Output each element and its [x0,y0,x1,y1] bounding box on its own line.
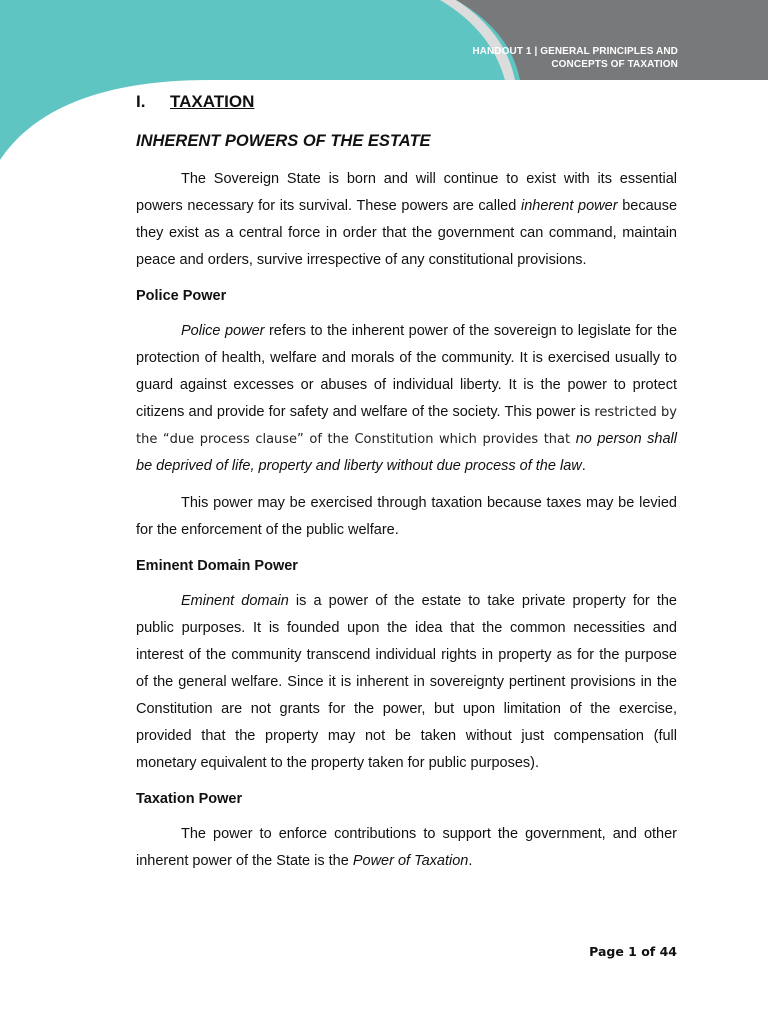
section-title: TAXATION [170,92,255,111]
intro-text-b: because they exist as a central force in order that the government can command, maintain peace and orders, survive irrespective of any constitutional provisions. [136,198,678,268]
intro-paragraph [136,166,677,274]
page-number: Page 1 of 44 [589,944,677,959]
handout-label-line2: CONCEPTS OF TAXATION [551,59,678,70]
taxation-end: . [468,853,473,869]
taxation-power-heading: Taxation Power [136,791,243,807]
handout-label-line1: HANDOUT 1 | GENERAL PRINCIPLES AND [472,46,678,57]
taxation-power-paragraph [136,821,677,875]
police-text: refers to the inherent power of the sovereign to legislate for the protection of health, welfare and morals of the community. It is exercised usually to guard against excesses or abuses of individual liberty. It is the power to protect citizens and provide for safety and welfare of the society. This power is [136,323,678,420]
due-process-quote: no person shall be deprived of life, property and liberty without due process of the law [136,431,677,474]
intro-text-a: The Sovereign State is born and will continue to exist with its essential powers necessary for its survival. These powers are called [136,171,677,214]
section-number: I. [136,92,146,111]
document-body [136,92,677,885]
eminent-text: is a power of the estate to take private property for the public purposes. It is founded upon the idea that the common necessities and interest of the community transcend individual rights in property as for the purpose of the general welfare. Since it is inherent in sovereignty pertinent provisions in the Constitution are not grants for the power, but upon limitation of the exercise, provided that the property may not be taken without just compensation (full monetary equivalent to the property taken for public purposes). [136,593,677,771]
handout-label [418,45,678,71]
police-taxation-paragraph: This power may be exercised through taxation because taxes may be levied for the enforcement of the public welfare. [136,495,677,538]
eminent-domain-paragraph [136,588,677,777]
eminent-domain-heading: Eminent Domain Power [136,558,298,574]
due-process-text: restricted by the “due process clause” of the Constitution which provides that [136,405,677,447]
taxation-emphasis: Power of Taxation [352,853,469,869]
eminent-emphasis: Eminent domain [181,593,289,609]
section-heading [136,92,677,112]
police-power-heading: Police Power [136,288,227,304]
intro-emphasis: inherent power [520,198,618,214]
subtitle: INHERENT POWERS OF THE ESTATE [136,132,431,150]
police-power-paragraph [136,318,677,480]
taxation-text: The power to enforce contributions to support the government, and other inherent power of the State is the [136,826,677,869]
police-end: . [581,458,586,474]
police-emphasis: Police power [181,323,265,339]
